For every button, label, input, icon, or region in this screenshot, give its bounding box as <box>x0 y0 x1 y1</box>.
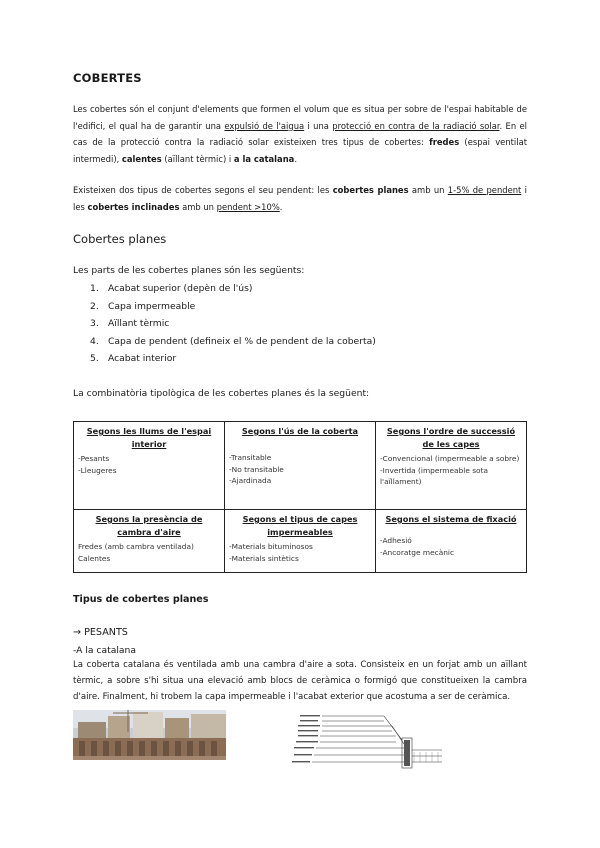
cell-item: -Materials bituminosos <box>229 542 313 551</box>
table-cell <box>376 422 527 510</box>
bold-term: a la catalana <box>233 153 295 164</box>
typology-table <box>73 421 527 573</box>
list-item-label: Acabat interior <box>108 353 177 365</box>
text-run: . <box>294 153 297 164</box>
cell-heading: Segons el sistema de fixació <box>385 514 517 524</box>
catalana-roof-photo <box>73 710 226 760</box>
bold-term: fredes <box>429 137 460 147</box>
parts-list <box>90 280 376 368</box>
page-title: COBERTES <box>73 71 142 85</box>
catalana-title: -A la catalana <box>73 645 136 656</box>
list-number: 5. <box>90 353 99 365</box>
text-run: (aïllant tèrmic) i <box>161 153 234 164</box>
text-run: (espai ventilat intermedi), <box>73 137 527 164</box>
cell-item: -Convencional (impermeable a sobre) <box>380 454 520 463</box>
cell-heading: Segons la presència de cambra d'aire <box>95 514 203 537</box>
list-item-label: Capa de pendent (defineix el % de pendent de la coberta) <box>108 335 376 347</box>
photo-illustration <box>73 710 226 760</box>
pesants-label: → PESANTS <box>73 627 128 638</box>
list-item <box>90 333 376 351</box>
cell-heading: Segons les llums de l'espai interior <box>86 426 212 449</box>
types-heading: Tipus de cobertes planes <box>73 594 209 605</box>
cell-item: -Transitable <box>229 453 272 462</box>
cell-heading: Segons l'ús de la coberta <box>241 426 359 436</box>
underlined-term: 1-5% de pendent <box>447 185 522 195</box>
combo-intro: La combinatòria tipològica de les cobertes planes és la següent: <box>73 388 370 399</box>
list-item <box>90 298 376 316</box>
bold-term: cobertes inclinades <box>87 201 180 212</box>
list-number: 4. <box>90 335 99 347</box>
cell-item: -Adhesió <box>380 536 412 545</box>
cell-item: Fredes (amb cambra ventilada) <box>78 542 194 551</box>
bold-term: calentes <box>121 153 162 164</box>
cell-item: -Pesants <box>78 454 110 463</box>
list-item-label: Acabat superior (depèn de l'ús) <box>108 283 253 294</box>
text-run: Existeixen dos tipus de cobertes segons el seu pendent: les <box>73 185 333 195</box>
cell-item: -Materials sintètics <box>229 553 299 563</box>
list-number: 1. <box>90 283 99 294</box>
text-run: . En el cas de la protecció contra la radiació solar existeixen tres tipus de cobertes: <box>73 120 527 147</box>
intro-paragraph-1 <box>73 101 527 167</box>
cell-item: -Lleugeres <box>78 465 117 475</box>
cell-item: -Ajardinada <box>229 476 272 485</box>
text-run: amb un <box>179 201 217 212</box>
table-cell <box>74 510 225 573</box>
section-drawing <box>292 710 447 772</box>
list-item <box>90 280 376 298</box>
catalana-section-diagram <box>292 710 447 772</box>
cell-item: Calentes <box>78 553 111 563</box>
list-item <box>90 350 376 368</box>
table-cell <box>74 422 225 510</box>
text-run: Les cobertes són el conjunt d'elements que formen el volum que es situa per sobre de l'espai habitable de l'edifici, el qual ha de garantir una <box>73 104 527 131</box>
bold-term: cobertes planes <box>332 185 409 195</box>
cell-heading: Segons el tipus de capes impermeables <box>242 514 358 537</box>
cell-item: -No transitable <box>229 464 284 474</box>
table-row <box>74 422 527 510</box>
table-cell <box>225 510 376 573</box>
list-item-label: Aïllant tèrmic <box>108 318 170 330</box>
underlined-term: pendent >10% <box>216 201 280 212</box>
text-run: i una <box>304 120 333 131</box>
underlined-term: expulsió de l'aigua <box>224 120 305 131</box>
list-item <box>90 315 376 333</box>
list-number: 2. <box>90 300 99 312</box>
table-row <box>74 510 527 573</box>
text-run: . <box>279 201 283 212</box>
cell-item: -Invertida (impermeable sota l'aïllament) <box>380 465 489 486</box>
text-run: amb un <box>408 185 448 195</box>
list-number: 3. <box>90 318 99 330</box>
table-cell <box>225 422 376 510</box>
list-item-label: Capa impermeable <box>108 300 196 312</box>
intro-paragraph-2 <box>73 182 527 215</box>
cell-item: -Ancoratge mecànic <box>380 547 455 557</box>
section-heading-planes: Cobertes planes <box>73 232 167 246</box>
catalana-paragraph: La coberta catalana és ventilada amb una cambra d'aire a sota. Consisteix en un forjat amb un aïllant tèrmic, a sobre s'hi situa una elevació amb blocs de ceràmica o formigó que constitueixen la cambra d'aire. Finalment, hi trobem la capa impermeable i l'acabat exterior que acostuma a ser de ceràmica. <box>73 660 527 702</box>
cell-heading: Segons l'ordre de successió de les capes <box>386 426 516 449</box>
table-cell <box>376 510 527 573</box>
underlined-term: protecció en contra de la radiació solar <box>332 120 500 131</box>
parts-intro: Les parts de les cobertes planes són les següents: <box>73 265 305 276</box>
text-run: i les <box>73 185 527 212</box>
